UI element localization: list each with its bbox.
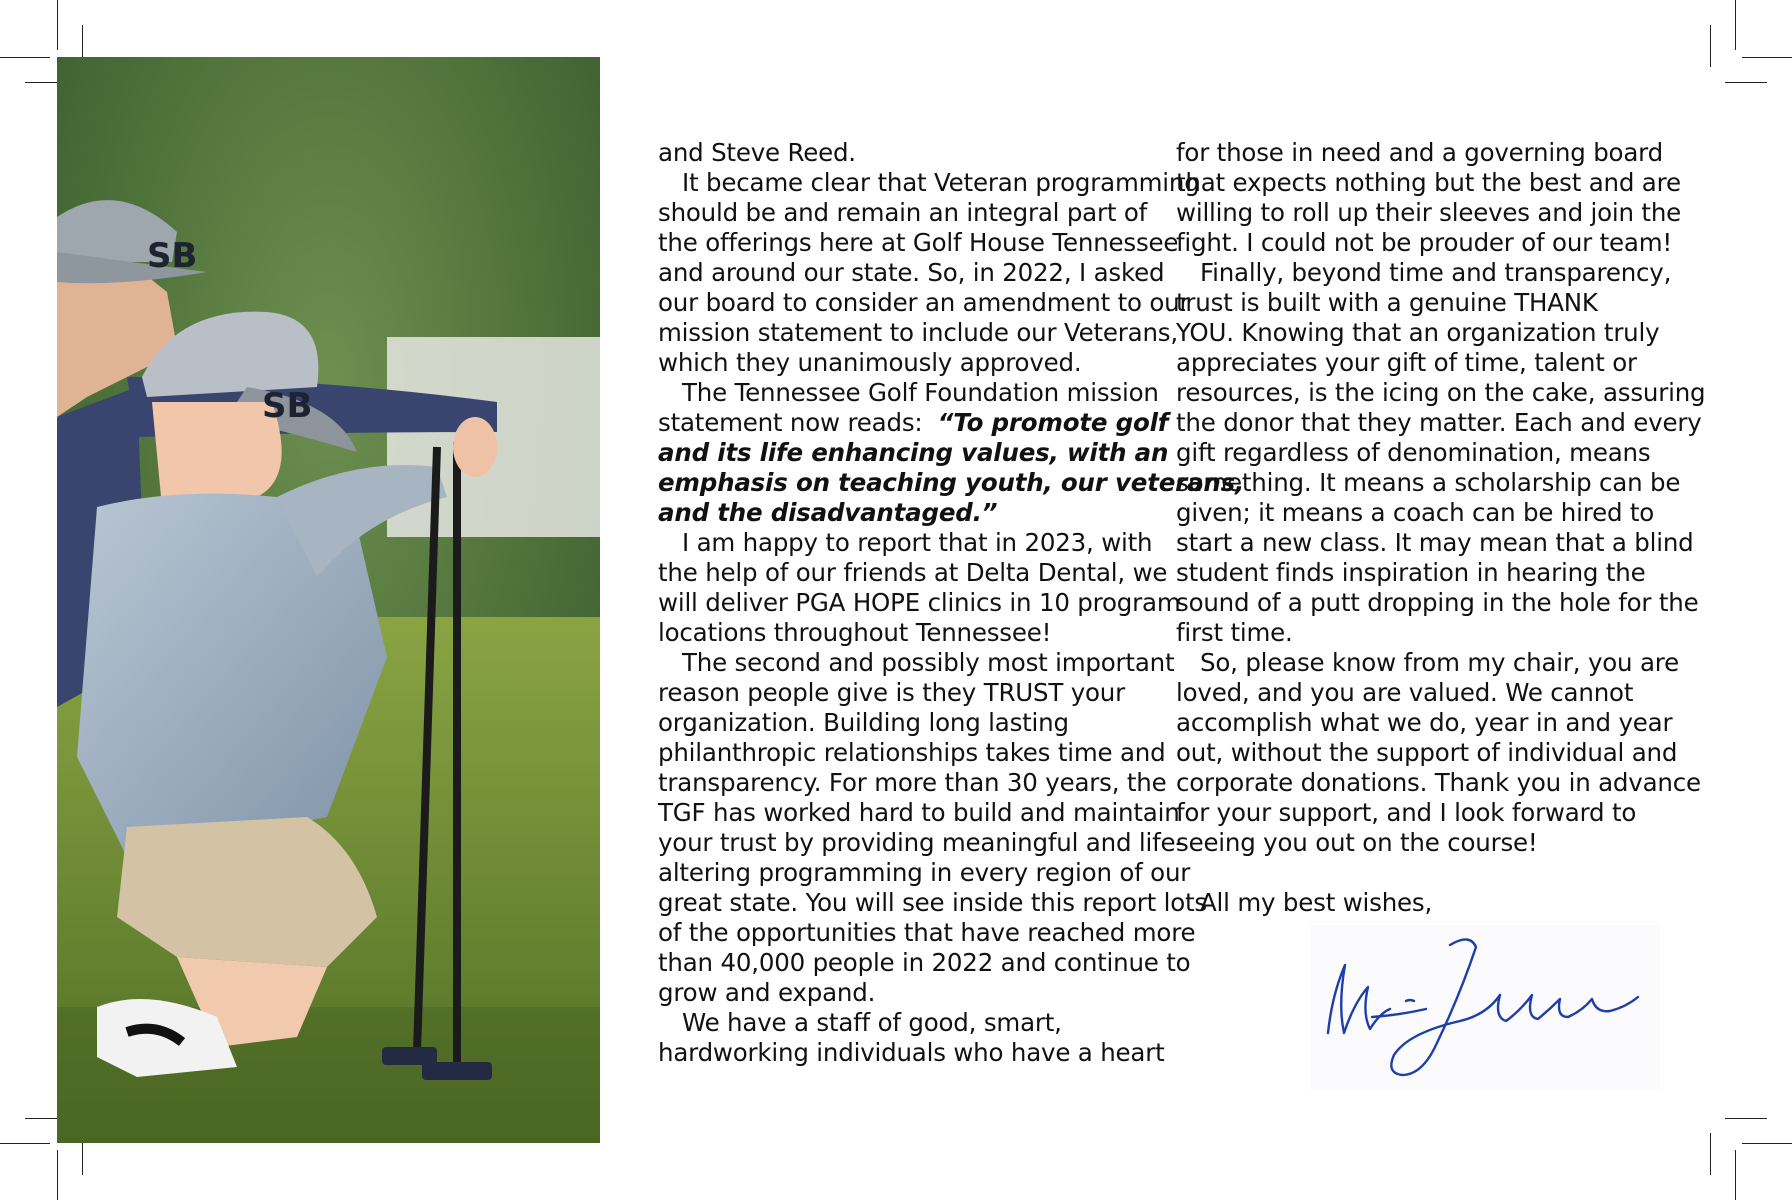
crop-mark [1725,1118,1767,1119]
text-line: The Tennessee Golf Foundation mission [682,378,1159,407]
mission-statement-quote: and its life enhancing values, with an [658,438,1169,467]
text-line: the help of our friends at Delta Dental, we [658,558,1168,587]
mission-statement-quote: “To promote golf [937,408,1169,437]
text-line: trust is built with a genuine THANK [1176,288,1598,317]
signature [1310,925,1660,1090]
closing-line: All my best wishes, [1200,888,1433,917]
text-line: for those in need and a governing board [1176,138,1663,167]
text-line: will deliver PGA HOPE clinics in 10 program [658,588,1181,617]
text-line: for your support, and I look forward to [1176,798,1637,827]
text-line: out, without the support of individual and [1176,738,1678,767]
text-line: grow and expand. [658,978,876,1007]
text-line: first time. [1176,618,1293,647]
crop-mark [1735,1150,1736,1200]
text-line: the offerings here at Golf House Tennessee [658,228,1179,257]
crop-mark [1710,1133,1711,1175]
text-line: corporate donations. Thank you in advance [1176,768,1701,797]
text-line: and Steve Reed. [658,138,856,167]
crop-mark [0,57,50,58]
text-line: YOU. Knowing that an organization truly [1176,318,1660,347]
text-line: Finally, beyond time and transparency, [1200,258,1672,287]
cap-logo-text: SB [262,386,313,426]
text-line: the donor that they matter. Each and every [1176,408,1702,437]
crop-mark [1735,0,1736,50]
text-line: organization. Building long lasting [658,708,1069,737]
text-line: given; it means a coach can be hired to [1176,498,1655,527]
text-line: So, please know from my chair, you are [1200,648,1679,677]
text-line: reason people give is they TRUST your [658,678,1126,707]
text-line: I am happy to report that in 2023, with [682,528,1153,557]
text-line: loved, and you are valued. We cannot [1176,678,1634,707]
letter-column-right [1176,138,1706,918]
text-line: hardworking individuals who have a heart [658,1038,1165,1067]
text-line: your trust by providing meaningful and life- [658,828,1185,857]
crop-mark [1742,1143,1792,1144]
text-line: our board to consider an amendment to our [658,288,1190,317]
text-line: should be and remain an integral part of [658,198,1148,227]
text-line: philanthropic relationships takes time and [658,738,1166,767]
text-line: that expects nothing but the best and are [1176,168,1681,197]
golf-photo [57,57,600,1143]
text-line: something. It means a scholarship can be [1176,468,1681,497]
mission-statement-quote: emphasis on teaching youth, our veterans, [658,468,1245,497]
text-line: of the opportunities that have reached more [658,918,1196,947]
text-line: resources, is the icing on the cake, assuring [1176,378,1706,407]
text-line: appreciates your gift of time, talent or [1176,348,1637,377]
text-line: locations throughout Tennessee! [658,618,1052,647]
text-line: altering programming in every region of our [658,858,1191,887]
text-line: accomplish what we do, year in and year [1176,708,1673,737]
cap-logo-text: SB [147,236,198,276]
crop-mark [57,1150,58,1200]
text-line: gift regardless of denomination, means [1176,438,1651,467]
golf-photo-illustration [57,57,600,1143]
text-line: start a new class. It may mean that a blind [1176,528,1694,557]
text-line: The second and possibly most important [682,648,1175,677]
text-line: which they unanimously approved. [658,348,1082,377]
text-line [658,408,1169,438]
text-line: fight. I could not be prouder of our team! [1176,228,1673,257]
text-line: great state. You will see inside this report lots [658,888,1207,917]
text-line: mission statement to include our Veterans, [658,318,1178,347]
text-line: than 40,000 people in 2022 and continue to [658,948,1191,977]
spacer [1176,858,1676,888]
crop-mark [1710,25,1711,67]
text-line: TGF has worked hard to build and maintain [658,798,1180,827]
text-line: We have a staff of good, smart, [682,1008,1062,1037]
text-line: It became clear that Veteran programming [682,168,1200,197]
text-span: statement now reads: [658,408,923,437]
text-line: sound of a putt dropping in the hole for the [1176,588,1699,617]
text-line: willing to roll up their sleeves and join the [1176,198,1682,227]
crop-mark [1725,82,1767,83]
signature-scribble-icon [1310,925,1660,1090]
crop-mark [1742,57,1792,58]
text-line: student finds inspiration in hearing the [1176,558,1646,587]
text-line: transparency. For more than 30 years, the [658,768,1167,797]
text-line: seeing you out on the course! [1176,828,1538,857]
crop-mark [57,0,58,50]
mission-statement-quote: and the disadvantaged.” [658,498,998,527]
crop-mark [0,1143,50,1144]
text-line: and around our state. So, in 2022, I asked [658,258,1165,287]
